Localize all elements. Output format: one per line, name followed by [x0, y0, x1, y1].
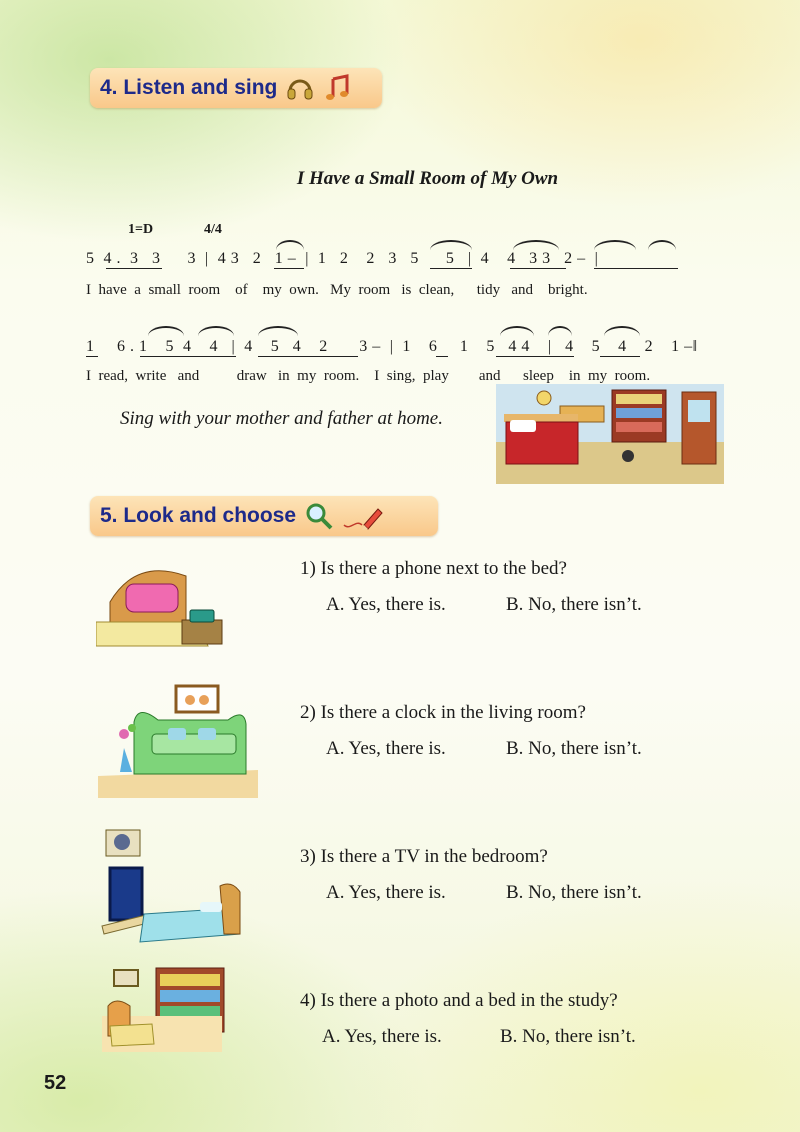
question-4: 4) Is there a photo and a bed in the study?: [300, 990, 618, 1011]
underline-mark: [436, 356, 448, 357]
slur-mark: [648, 240, 676, 250]
study-picture: [102, 966, 226, 1057]
lyrics-line-2: I read, write and draw in my room. I sing, play and sleep in my room.: [86, 368, 651, 384]
underline-mark: [106, 268, 162, 269]
underline-mark: [600, 356, 640, 357]
page-number: 52: [44, 1072, 67, 1094]
slur-mark: [500, 326, 534, 336]
magnifier-icon: [304, 501, 334, 531]
sing-instruction: Sing with your mother and father at home.: [120, 408, 443, 429]
underline-mark: [140, 356, 236, 357]
question-3-option-b[interactable]: B. No, there isn’t.: [506, 882, 642, 903]
question-4-option-b[interactable]: B. No, there isn’t.: [500, 1026, 636, 1047]
slur-mark: [594, 240, 636, 250]
slur-mark: [276, 240, 304, 250]
section-5-header: [90, 496, 438, 536]
underline-mark: [594, 268, 678, 269]
notation-line-2: 1 6 . 1 5 4 4 | 4 5 4 2 3 – | 1 6 1 5 4 4 | 4 5 4 2 1 –‖: [86, 338, 698, 355]
song-key: 1=D: [128, 222, 154, 237]
question-4-option-a[interactable]: A. Yes, there is.: [322, 1026, 442, 1047]
room-illustration: [496, 384, 724, 489]
question-1: 1) Is there a phone next to the bed?: [300, 558, 567, 579]
bed-phone-picture: [96, 562, 236, 655]
slur-mark: [198, 326, 234, 336]
section-5-title: 5. Look and choose: [100, 504, 297, 527]
question-1-option-a[interactable]: A. Yes, there is.: [326, 594, 446, 615]
slur-mark: [258, 326, 298, 336]
notation-line-1: 5 4 . 3 3 3 | 4 3 2 1 – | 1 2 2 3 5 5 | 4 4 3 3 2 – |: [86, 250, 599, 267]
question-1-option-b[interactable]: B. No, there isn’t.: [506, 594, 642, 615]
slur-mark: [548, 326, 572, 336]
section-4-header: [90, 68, 382, 108]
slur-mark: [430, 240, 472, 250]
slur-mark: [513, 240, 559, 250]
headphones-icon: [285, 73, 315, 103]
slur-mark: [604, 326, 640, 336]
question-3: 3) Is there a TV in the bedroom?: [300, 846, 548, 867]
slur-mark: [148, 326, 184, 336]
bedroom-tv-picture: [100, 822, 246, 949]
underline-mark: [430, 268, 472, 269]
music-note-icon: [323, 73, 353, 103]
underline-mark: [510, 268, 566, 269]
underline-mark: [258, 356, 358, 357]
living-room-picture: [98, 684, 258, 803]
question-2-option-a[interactable]: A. Yes, there is.: [326, 738, 446, 759]
pencil-icon: [342, 501, 384, 531]
underline-mark: [274, 268, 304, 269]
question-2: 2) Is there a clock in the living room?: [300, 702, 586, 723]
underline-mark: [86, 356, 98, 357]
question-2-option-b[interactable]: B. No, there isn’t.: [506, 738, 642, 759]
section-4-title: 4. Listen and sing: [100, 76, 278, 99]
question-3-option-a[interactable]: A. Yes, there is.: [326, 882, 446, 903]
underline-mark: [496, 356, 574, 357]
song-title: I Have a Small Room of My Own: [296, 168, 559, 189]
song-time-signature: 4/4: [204, 222, 222, 237]
lyrics-line-1: I have a small room of my own. My room is clean, tidy and bright.: [86, 282, 588, 298]
